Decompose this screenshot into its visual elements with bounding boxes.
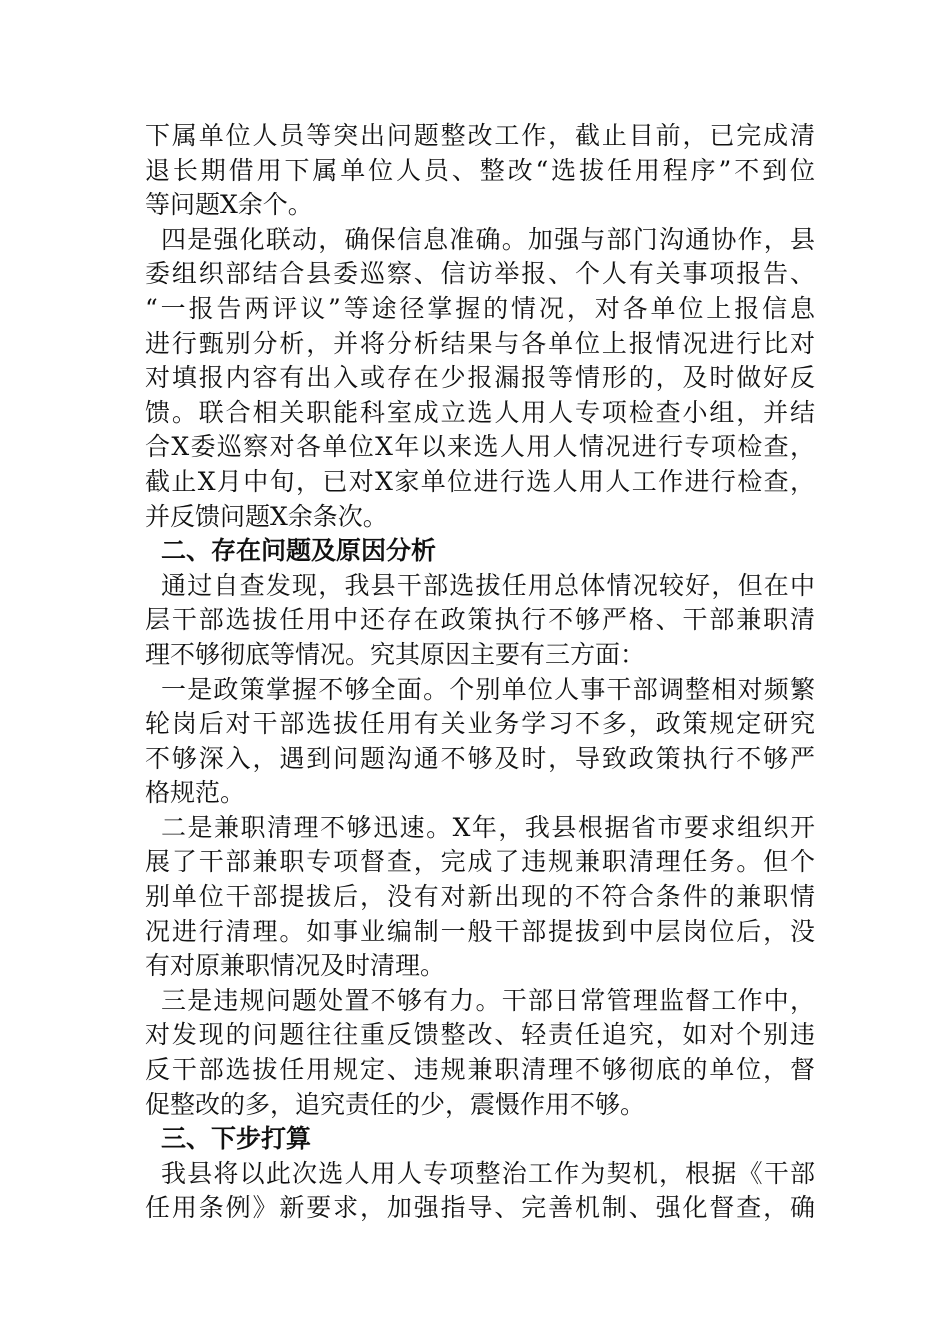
paragraph-line: “一报告两评议”等途径掌握的情况，对各单位上报信息 (145, 293, 815, 323)
paragraph-line: 况进行清理。如事业编制一般干部提拔到中层岗位后，没 (145, 916, 815, 946)
paragraph-line: 任用条例》新要求，加强指导、完善机制、强化督查，确 (145, 1193, 815, 1223)
paragraph-line: 一是政策掌握不够全面。个别单位人事干部调整相对频繁 (161, 674, 815, 704)
paragraph-line: 委组织部结合县委巡察、信访举报、个人有关事项报告、 (145, 259, 815, 289)
paragraph-line: 进行甄别分析，并将分析结果与各单位上报情况进行比对 (145, 328, 815, 358)
paragraph-line: 等问题X余个。 (145, 190, 313, 220)
paragraph-line: 三是违规问题处置不够有力。干部日常管理监督工作中， (161, 985, 815, 1015)
paragraph-line: 不够深入，遇到问题沟通不够及时，导致政策执行不够严 (145, 743, 815, 773)
paragraph-line: 对发现的问题往往重反馈整改、轻责任追究，如对个别违 (145, 1020, 815, 1050)
paragraph-line: 促整改的多，追究责任的少，震慑作用不够。 (145, 1089, 646, 1119)
paragraph-line: 对填报内容有出入或存在少报漏报等情形的，及时做好反 (145, 363, 815, 393)
paragraph-line: 退长期借用下属单位人员、整改“选拔任用程序”不到位 (145, 155, 815, 185)
section-heading: 三、下步打算 (161, 1124, 312, 1154)
paragraph-line: 通过自查发现，我县干部选拔任用总体情况较好，但在中 (161, 570, 815, 600)
paragraph-line: 别单位干部提拔后，没有对新出现的不符合条件的兼职情 (145, 882, 815, 912)
paragraph-line: 四是强化联动，确保信息准确。加强与部门沟通协作，县 (161, 224, 815, 254)
paragraph-line: 轮岗后对干部选拔任用有关业务学习不多，政策规定研究 (145, 709, 815, 739)
paragraph-line: 我县将以此次选人用人专项整治工作为契机，根据《干部 (161, 1158, 815, 1188)
paragraph-line: 层干部选拔任用中还存在政策执行不够严格、干部兼职清 (145, 605, 815, 635)
paragraph-line: 格规范。 (145, 778, 246, 808)
paragraph-line: 二是兼职清理不够迅速。X年，我县根据省市要求组织开 (161, 812, 815, 842)
paragraph-line: 反干部选拔任用规定、违规兼职清理不够彻底的单位，督 (145, 1055, 815, 1085)
paragraph-line: 下属单位人员等突出问题整改工作，截止目前，已完成清 (145, 121, 815, 150)
paragraph-line: 合X委巡察对各单位X年以来选人用人情况进行专项检查， (145, 432, 815, 462)
paragraph-line: 截止X月中旬，已对X家单位进行选人用人工作进行检查， (145, 466, 815, 496)
document-body (145, 119, 815, 1226)
section-heading: 二、存在问题及原因分析 (161, 536, 437, 566)
paragraph-line: 有对原兼职情况及时清理。 (145, 951, 446, 981)
paragraph-line: 馈。联合相关职能科室成立选人用人专项检查小组，并结 (145, 397, 815, 427)
paragraph-line: 并反馈问题X余条次。 (145, 501, 388, 531)
paragraph-line: 展了干部兼职专项督查，完成了违规兼职清理任务。但个 (145, 847, 815, 877)
paragraph-line: 理不够彻底等情况。究其原因主要有三方面： (145, 639, 646, 669)
